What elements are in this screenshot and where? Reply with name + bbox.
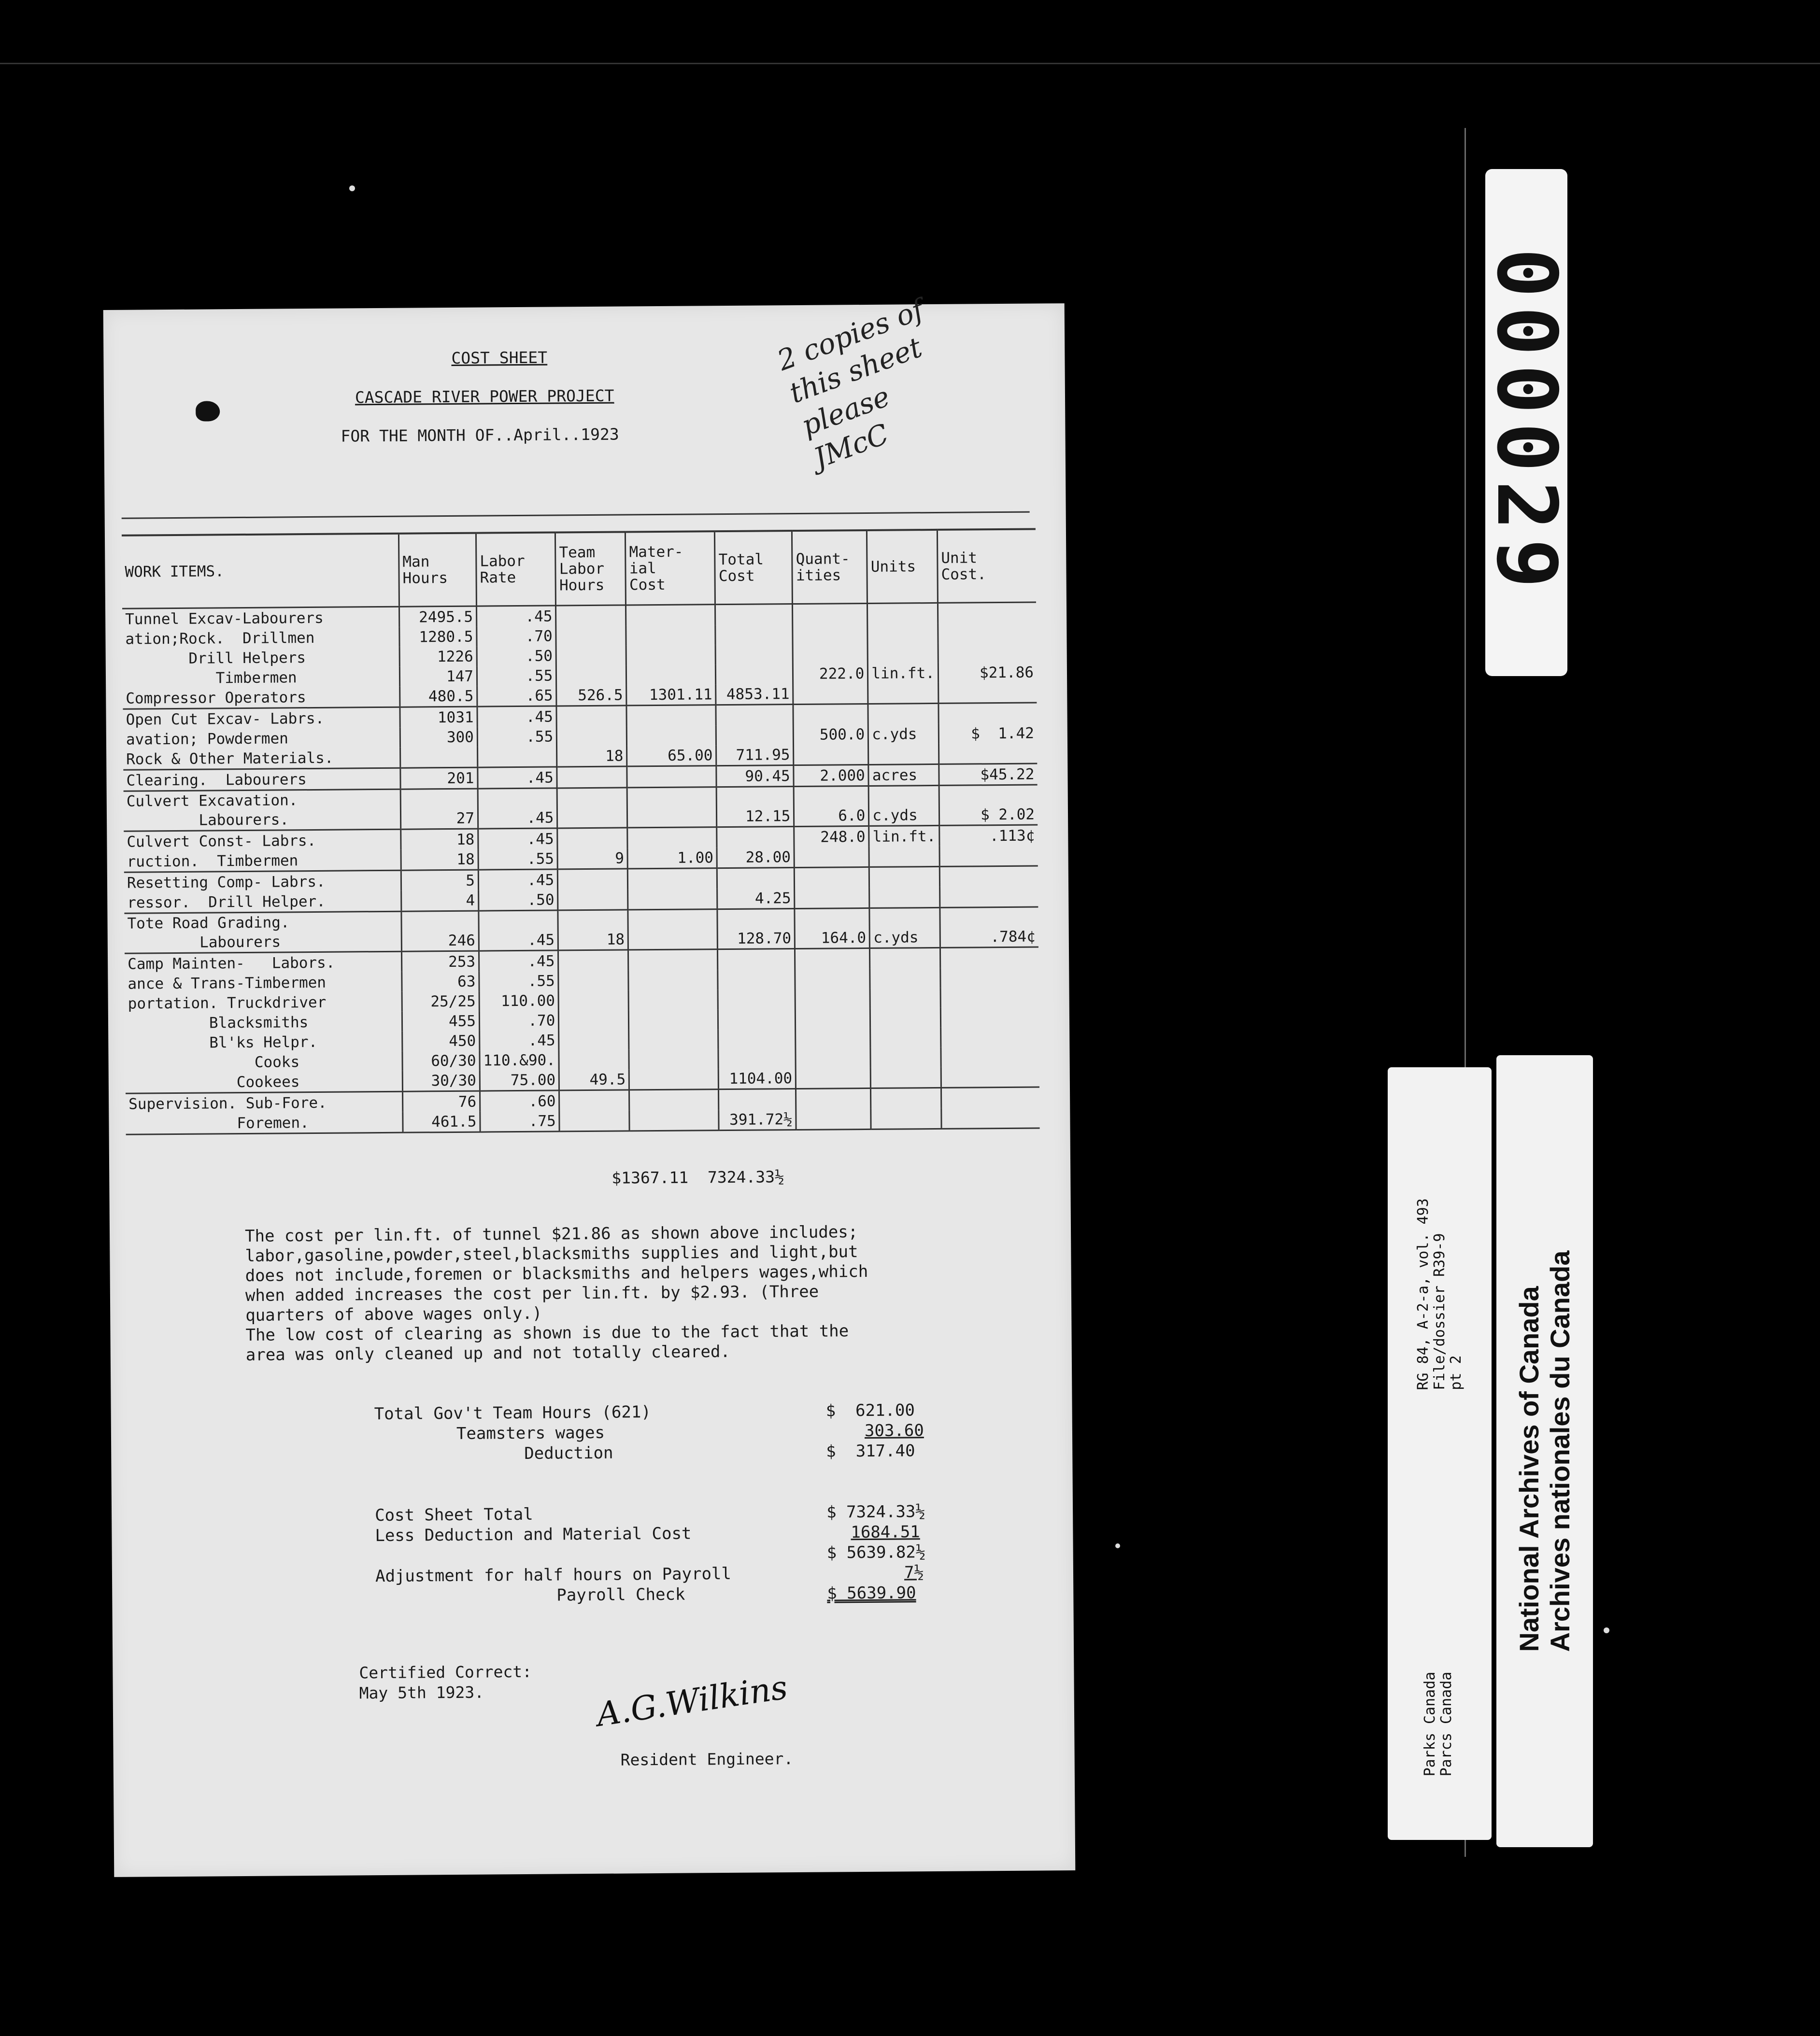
cell-units: [869, 846, 939, 867]
cell-total-cost: [716, 705, 793, 726]
cell-unit-cost: [940, 987, 1039, 1007]
cell-quantity: [796, 1109, 871, 1130]
cell-man-hours: 1031: [400, 707, 477, 728]
dust-speck: [1604, 1627, 1609, 1633]
col-team-hours: Team Labor Hours: [555, 532, 626, 606]
cell-material-cost: [627, 766, 716, 788]
cell-quantity: 500.0: [794, 724, 868, 745]
cell-quantity: [793, 624, 867, 644]
cell-quantity: 164.0: [795, 908, 870, 948]
parks-canada-card: [1388, 1067, 1492, 1840]
subtotal-amount: $ 5639.82½: [826, 1542, 926, 1563]
cell-units: [871, 1108, 941, 1130]
cell-unit-cost: .784¢: [940, 907, 1038, 947]
cell-units: [867, 603, 938, 624]
reference-block: [1401, 1145, 1479, 1444]
cell-labor-rate: .55: [479, 971, 559, 991]
cell-labor-rate: .70: [479, 1010, 559, 1031]
cell-material-cost: [628, 949, 718, 971]
cell-man-hours: 60/30: [402, 1051, 480, 1071]
explanatory-notes: The cost per lin.ft. of tunnel $21.86 as shown above includes; labor,gasoline,powder,steel,blacksmiths supplies and light,but does not include,foremen or blacksmiths and helpers wages,which when added increases the cost per lin.ft. by $2.93. (Three quarters of above wages only.) The low cost of clearing as shown is due to the fact that the area was only cleaned up and not totally cleared.: [244, 1222, 868, 1365]
cell-work-item: Foremen.: [126, 1112, 403, 1135]
cell-total-cost: 4.25: [717, 888, 795, 909]
cell-quantity: 6.0: [794, 786, 869, 826]
cell-unit-cost: [940, 1007, 1039, 1027]
cell-unit-cost: .113¢: [939, 825, 1038, 846]
frame-number-label: [1479, 169, 1574, 676]
cell-units: [867, 623, 938, 644]
cell-quantity: [796, 1088, 871, 1109]
cell-unit-cost: [941, 1087, 1039, 1108]
film-top-edge: [0, 0, 1820, 64]
cell-material-cost: [629, 1089, 719, 1111]
cell-labor-rate: .45: [479, 910, 558, 951]
cell-material-cost: [627, 787, 717, 828]
cell-labor-rate: .60: [480, 1090, 560, 1112]
adjustment-label: Adjustment for half hours on Payroll: [375, 1564, 732, 1586]
cell-total-cost: 128.70: [717, 909, 795, 949]
less-deduction-amount: 1684.51: [851, 1522, 920, 1542]
cell-work-item: Clearing. Labourers: [123, 768, 400, 791]
cell-units: [870, 1047, 941, 1068]
cell-work-item: Culvert Const- Labrs.: [127, 832, 316, 851]
cell-team-hours: [558, 869, 628, 890]
cell-quantity: [796, 1028, 870, 1048]
teamsters-amount: 303.60: [864, 1421, 924, 1441]
cell-work-item: Cooks: [128, 1053, 300, 1072]
cell-work-item: ressor. Drill Helper.: [124, 891, 401, 914]
cell-labor-rate: .45: [477, 706, 557, 727]
cell-man-hours: 201: [400, 767, 478, 789]
cell-labor-rate: .45: [478, 828, 558, 849]
cell-material-cost: [629, 1110, 719, 1131]
cell-man-hours: 5: [401, 870, 478, 891]
cell-unit-cost: [938, 682, 1037, 704]
cell-work-item: ance & Trans-Timbermen: [128, 974, 327, 993]
cell-total-cost: 28.00: [717, 847, 794, 868]
payroll-check-amount: $ 5639.90: [827, 1583, 916, 1603]
cell-total-cost: [716, 725, 794, 745]
cell-total-cost: [718, 949, 795, 970]
cell-quantity: [795, 969, 870, 989]
cell-units: c.yds: [868, 785, 939, 826]
table-body: [122, 602, 1040, 1134]
cell-man-hours: 25/25: [402, 991, 479, 1012]
cell-team-hours: [559, 1090, 629, 1111]
cell-quantity: [794, 744, 868, 765]
signature: A.G.Wilkins: [594, 1668, 790, 1735]
col-man-hours: Man Hours: [398, 533, 476, 607]
frame-number-text: 000029: [1479, 248, 1574, 597]
cell-work-item: Resetting Comp- Labrs.: [127, 873, 326, 892]
cell-quantity: [796, 1048, 870, 1068]
cell-man-hours: 1280.5: [399, 627, 477, 647]
cell-team-hours: [557, 828, 627, 849]
cell-total-cost: [718, 1048, 796, 1069]
cell-unit-cost: [939, 846, 1038, 867]
col-quantities: Quant- ities: [792, 530, 867, 604]
cell-units: [870, 968, 940, 989]
cell-man-hours: 253: [401, 951, 479, 972]
cell-unit-cost: [938, 743, 1037, 764]
cell-total-cost: [717, 827, 794, 848]
cell-man-hours: 18: [401, 829, 478, 850]
cell-unit-cost: [938, 623, 1037, 643]
cell-unit-cost: [941, 1046, 1039, 1067]
cell-material-cost: [629, 1069, 719, 1090]
deduction-label: Deduction: [524, 1443, 613, 1463]
cell-material-cost: [626, 625, 715, 645]
cell-team-hours: [557, 788, 627, 828]
col-work-items: WORK ITEMS.: [122, 534, 399, 609]
cell-material-cost: [626, 605, 715, 626]
cell-unit-cost: $ 2.02: [939, 785, 1038, 825]
cell-team-hours: [556, 645, 626, 665]
govt-team-label: Total Gov't Team Hours (621): [374, 1402, 651, 1424]
cell-total-cost: [718, 989, 795, 1009]
cell-man-hours: 4: [401, 891, 479, 912]
cell-unit-cost: [940, 967, 1039, 988]
cell-work-item: Cookees: [126, 1071, 403, 1094]
ink-blot: [196, 401, 220, 421]
cost-sheet-total-label: Cost Sheet Total: [374, 1504, 533, 1526]
parks-block: [1407, 1652, 1470, 1796]
parks-canada-text: Parks Canada Parcs Canada: [1422, 1671, 1455, 1777]
header-rule: [122, 511, 1030, 519]
cell-total-cost: 391.72½: [719, 1109, 796, 1131]
cell-quantity: [795, 989, 870, 1009]
cell-quantity: [795, 867, 869, 888]
cell-man-hours: 76: [403, 1091, 480, 1112]
cell-work-item: Blacksmiths: [128, 1014, 309, 1032]
cell-quantity: [793, 603, 867, 624]
cell-quantity: 222.0: [793, 664, 868, 684]
cell-man-hours: 1226: [399, 647, 477, 667]
cell-unit-cost: $21.86: [938, 663, 1037, 683]
cell-total-cost: 4853.11: [716, 684, 793, 705]
cell-unit-cost: [940, 887, 1038, 908]
col-total-cost: Total Cost: [715, 531, 793, 605]
cell-quantity: [793, 644, 867, 664]
cell-units: [870, 988, 940, 1008]
table-row: [124, 785, 1038, 831]
cell-work-item: Rock & Other Materials.: [123, 748, 400, 770]
cell-material-cost: [626, 705, 716, 726]
cell-labor-rate: .55: [477, 665, 556, 686]
govt-team-amount: $ 621.00: [825, 1400, 915, 1421]
cell-team-hours: [556, 665, 626, 685]
cell-man-hours: 246: [401, 911, 479, 951]
cell-unit-cost: $ 1.42: [938, 723, 1037, 744]
cell-team-hours: [559, 1030, 629, 1050]
table-header-row: [122, 529, 1036, 609]
cell-work-item: avation; Powdermen: [126, 730, 288, 749]
cell-units: [870, 947, 940, 969]
cell-team-hours: 49.5: [559, 1069, 629, 1090]
table-row: [124, 907, 1038, 953]
cell-units: lin.ft.: [868, 663, 938, 683]
cell-units: lin.ft.: [869, 825, 939, 847]
cell-team-hours: [559, 1110, 629, 1131]
cell-labor-rate: .45: [478, 788, 557, 829]
cell-unit-cost: [939, 866, 1038, 887]
cell-team-hours: [556, 625, 626, 646]
cell-labor-rate: .45: [479, 950, 558, 972]
cell-total-cost: [717, 868, 795, 889]
adjustment-amount: 7½: [904, 1563, 924, 1583]
cell-unit-cost: [938, 602, 1036, 623]
cell-work-item: Tote Road Grading. Labourers: [124, 911, 401, 953]
cell-work-item: ation;Rock. Drillmen: [125, 629, 315, 648]
cell-total-cost: [715, 624, 793, 645]
cell-labor-rate: .45: [478, 767, 557, 789]
cell-man-hours: 27: [400, 789, 478, 829]
cell-quantity: [793, 683, 868, 705]
cell-unit-cost: [938, 703, 1037, 724]
cell-unit-cost: [941, 1027, 1039, 1047]
cell-total-cost: [716, 664, 793, 684]
cell-team-hours: 18: [557, 746, 627, 767]
cell-units: [867, 643, 938, 664]
cell-material-cost: [627, 725, 716, 746]
cell-labor-rate: [478, 746, 557, 767]
cell-man-hours: 2495.5: [399, 606, 477, 627]
cell-units: [869, 887, 940, 908]
cell-total-cost: 90.45: [716, 765, 794, 787]
cell-team-hours: [557, 726, 627, 746]
cell-quantity: [794, 847, 869, 868]
teamsters-label: Teamsters wages: [456, 1423, 605, 1443]
cell-labor-rate: .45: [478, 869, 558, 891]
cell-labor-rate: .50: [479, 890, 558, 911]
cell-team-hours: [556, 706, 626, 727]
cell-total-cost: 1104.00: [719, 1068, 796, 1089]
handwritten-note: 2 copies of this sheet please JMcC: [773, 293, 928, 475]
cell-material-cost: [629, 1009, 718, 1030]
cell-labor-rate: .45: [480, 1030, 559, 1050]
cell-team-hours: 526.5: [556, 685, 626, 706]
cell-material-cost: 1301.11: [626, 684, 716, 706]
cell-team-hours: [559, 1049, 629, 1070]
cell-man-hours: 18: [401, 849, 478, 871]
cell-work-item: Culvert Excavation. Labourers.: [124, 789, 401, 831]
cell-material-cost: [629, 1049, 718, 1069]
archive-reference: RG 84, A-2-a, vol. 493 File/dossier R39-9 pt 2: [1415, 1198, 1465, 1390]
cell-labor-rate: .55: [477, 726, 557, 747]
col-units: Units: [867, 530, 938, 604]
cell-quantity: [795, 888, 869, 909]
cell-man-hours: 450: [402, 1031, 480, 1051]
cell-team-hours: [558, 950, 628, 971]
month-prefix: FOR THE MONTH OF..: [341, 425, 514, 446]
cell-work-item: Supervision. Sub-Fore.: [128, 1094, 327, 1113]
certification: Certified Correct: May 5th 1923.: [359, 1662, 532, 1703]
cell-work-item: Camp Mainten- Labors.: [128, 954, 335, 973]
cell-man-hours: 480.5: [400, 686, 477, 707]
month-value: April: [513, 425, 562, 445]
deduction-amount: $ 317.40: [826, 1441, 915, 1461]
project-name: CASCADE RIVER POWER PROJECT: [355, 386, 614, 407]
cell-material-cost: 65.00: [627, 745, 716, 766]
cell-man-hours: [400, 747, 478, 768]
cell-labor-rate: .50: [477, 646, 556, 666]
less-deduction-label: Less Deduction and Material Cost: [375, 1524, 692, 1546]
cell-quantity: [793, 704, 868, 725]
cell-total-cost: [715, 604, 793, 625]
signer-title: Resident Engineer.: [620, 1749, 794, 1769]
cell-material-cost: [628, 970, 718, 990]
cell-quantity: [795, 948, 870, 969]
col-unit-cost: Unit Cost.: [937, 529, 1036, 603]
payroll-check-label: Payroll Check: [556, 1584, 685, 1605]
cell-team-hours: 9: [557, 848, 627, 869]
cell-unit-cost: [941, 1107, 1040, 1129]
cell-man-hours: 455: [402, 1011, 479, 1032]
cell-total-cost: [718, 1009, 796, 1029]
cell-labor-rate: .55: [478, 848, 558, 870]
cell-team-hours: [559, 1010, 629, 1030]
cell-man-hours: 30/30: [402, 1071, 480, 1092]
cell-material-cost: [626, 645, 715, 665]
cell-team-hours: [558, 970, 628, 990]
national-archives-card: [1496, 1055, 1593, 1847]
cell-work-item: Open Cut Excav- Labrs.: [126, 709, 325, 729]
cell-units: [868, 703, 938, 724]
cell-quantity: [796, 1008, 870, 1029]
cell-material-cost: [628, 990, 718, 1010]
cell-work-item: Tunnel Excav-Labourers: [125, 609, 324, 628]
cell-material-cost: [628, 868, 717, 890]
cell-units: acres: [868, 764, 939, 786]
cell-material-cost: 1.00: [627, 848, 717, 869]
dust-speck: [1115, 1543, 1120, 1548]
cell-team-hours: 18: [558, 910, 628, 950]
cell-units: c.yds: [868, 724, 939, 744]
cost-sheet-total-amount: $ 7324.33½: [826, 1502, 925, 1522]
cell-material-cost: [629, 1029, 718, 1049]
cell-units: c.yds: [869, 907, 940, 948]
col-labor-rate: Labor Rate: [476, 532, 555, 606]
cell-work-item: Timbermen: [125, 669, 297, 688]
cell-units: [871, 1067, 941, 1089]
cell-material-cost: [628, 889, 717, 910]
cell-labor-rate: .75: [480, 1111, 560, 1132]
cell-units: [869, 866, 940, 888]
cell-man-hours: 461.5: [403, 1112, 480, 1133]
cell-material-cost: [628, 909, 718, 950]
cell-units: [868, 683, 938, 704]
cell-quantity: [796, 1068, 871, 1089]
cell-units: [870, 1028, 941, 1048]
cell-unit-cost: [940, 947, 1038, 968]
column-totals: $1367.11 7324.33½: [611, 1167, 785, 1188]
col-material-cost: Mater- ial Cost: [626, 531, 715, 605]
cell-labor-rate: 110.&90.: [480, 1050, 559, 1070]
cell-total-cost: [718, 969, 795, 990]
cell-man-hours: 147: [399, 666, 477, 687]
cost-sheet-page: [103, 293, 1076, 1877]
cell-team-hours: [556, 605, 626, 626]
cost-table: [122, 528, 1040, 1135]
cell-units: [868, 744, 939, 765]
cell-work-item: Bl'ks Helpr.: [128, 1033, 318, 1052]
cell-labor-rate: .65: [477, 685, 557, 707]
cell-work-item: portation. Truckdriver: [128, 993, 327, 1013]
cell-total-cost: 12.15: [716, 787, 794, 827]
cell-total-cost: [715, 644, 793, 665]
cell-unit-cost: $45.22: [939, 764, 1038, 785]
cell-man-hours: 63: [402, 972, 479, 992]
cell-work-item: ruction. Timbermen: [124, 850, 401, 873]
cell-quantity: 248.0: [794, 826, 869, 847]
cell-total-cost: 711.95: [716, 745, 794, 766]
cell-quantity: 2.000: [794, 764, 868, 786]
cell-labor-rate: 110.00: [479, 990, 559, 1011]
dust-speck: [349, 185, 355, 191]
cell-units: [870, 1008, 941, 1028]
cell-material-cost: [626, 665, 716, 685]
cell-labor-rate: .70: [477, 626, 556, 646]
cell-work-item: Drill Helpers: [125, 649, 306, 668]
month-line: [341, 425, 619, 446]
cell-work-item: Compressor Operators: [123, 687, 400, 709]
cell-unit-cost: [941, 1066, 1039, 1088]
cell-material-cost: [627, 827, 717, 848]
cell-man-hours: 300: [400, 727, 477, 748]
cell-total-cost: [719, 1089, 796, 1110]
cell-unit-cost: [938, 643, 1037, 663]
cell-team-hours: [558, 990, 628, 1010]
cell-team-hours: [558, 889, 628, 910]
cell-team-hours: [557, 766, 627, 788]
document-title: COST SHEET: [451, 348, 548, 368]
cell-total-cost: [718, 1029, 796, 1049]
national-archives-text: National Archives of Canada Archives nationales du Canada: [1514, 1250, 1575, 1652]
cell-labor-rate: 75.00: [480, 1070, 559, 1091]
year-value: ..1923: [561, 424, 619, 444]
cell-units: [871, 1088, 941, 1109]
cell-labor-rate: .45: [476, 606, 556, 627]
